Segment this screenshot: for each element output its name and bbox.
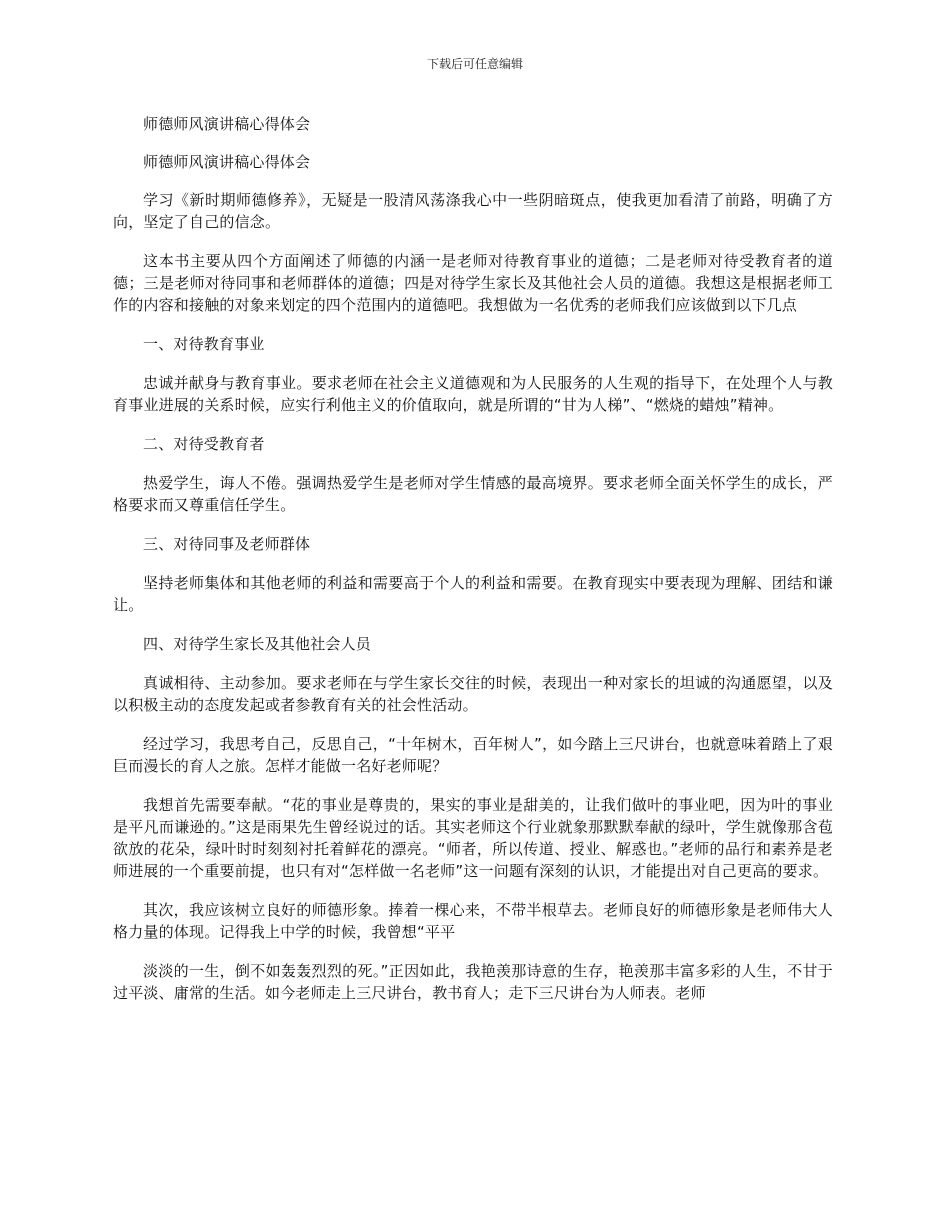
paragraph-section-2: 热爱学生，诲人不倦。强调热爱学生是老师对学生情感的最高境界。要求老师全面关怀学生的成长，严格要求而又尊重信任学生。 bbox=[113, 474, 833, 514]
paragraph-intro: 学习《新时期师德修养》，无疑是一股清风荡涤我心中一些阴暗斑点，使我更加看清了前路，明确了方向，坚定了自己的信念。 bbox=[113, 191, 833, 231]
paragraph-dedication: 我想首先需要奉献。“花的事业是尊贵的，果实的事业是甜美的，让我们做叶的事业吧，因为叶的事业是平凡而谦逊的。”这是雨果先生曾经说过的话。其实老师这个行业就象那默默奉献的绿叶，学生就像那含苞欲放的花朵，绿叶时时刻刻衬托着鲜花的漂亮。“师者，所以传道、授业、解惑也。”老师的品行和素养是老师进展的一个重要前提，也只有对“怎样做一名老师”这一问题有深刻的认识，才能提出对自己更高的要求。 bbox=[113, 796, 833, 880]
paragraph-section-3: 坚持老师集体和其他老师的利益和需要高于个人的利益和需要。在教育现实中要表现为理解、团结和谦让。 bbox=[113, 574, 833, 614]
section-heading-2: 二、对待受教育者 bbox=[143, 435, 265, 453]
section-heading-4: 四、对待学生家长及其他社会人员 bbox=[143, 635, 372, 653]
paragraph-overview: 这本书主要从四个方面阐述了师德的内涵一是老师对待教育事业的道德；二是老师对待受教育者的道德；三是老师对待同事和老师群体的道德；四是对待学生家长及其他社会人员的道德。我想这是根据老师工作的内容和接触的对象来划定的四个范围内的道德吧。我想做为一名优秀的老师我们应该做到以下几点 bbox=[113, 252, 833, 314]
paragraph-section-4: 真诚相待、主动参加。要求老师在与学生家长交往的时候，表现出一种对家长的坦诚的沟通愿望，以及以积极主动的态度发起或者参教育有关的社会性活动。 bbox=[113, 674, 833, 714]
paragraph-image: 其次，我应该树立良好的师德形象。捧着一棵心来，不带半根草去。老师良好的师德形象是老师伟大人格力量的体现。记得我上中学的时候，我曾想“平平 bbox=[113, 901, 833, 941]
page-header-note: 下载后可任意编辑 bbox=[426, 57, 523, 71]
section-heading-3: 三、对待同事及老师群体 bbox=[143, 535, 311, 553]
document-title: 师德师风演讲稿心得体会 bbox=[143, 115, 311, 133]
paragraph-continuation: 淡淡的一生，倒不如轰轰烈烈的死。”正因如此，我艳羡那诗意的生存，艳羡那丰富多彩的人生，不甘于过平淡、庸常的生活。如今老师走上三尺讲台，教书育人；走下三尺讲台为人师表。老师 bbox=[113, 962, 833, 1002]
document-body bbox=[113, 113, 833, 1021]
section-heading-1: 一、对待教育事业 bbox=[143, 335, 265, 353]
paragraph-section-1: 忠诚并献身与教育事业。要求老师在社会主义道德观和为人民服务的人生观的指导下，在处理个人与教育事业进展的关系时候，应实行利他主义的价值取向，就是所谓的“甘为人梯”、“燃烧的蜡烛”精神。 bbox=[113, 374, 833, 414]
paragraph-reflection: 经过学习，我思考自己，反思自己，“十年树木，百年树人”，如今踏上三尺讲台，也就意味着踏上了艰巨而漫长的育人之旅。怎样才能做一名好老师呢？ bbox=[113, 735, 833, 775]
document-subtitle: 师德师风演讲稿心得体会 bbox=[143, 153, 311, 171]
